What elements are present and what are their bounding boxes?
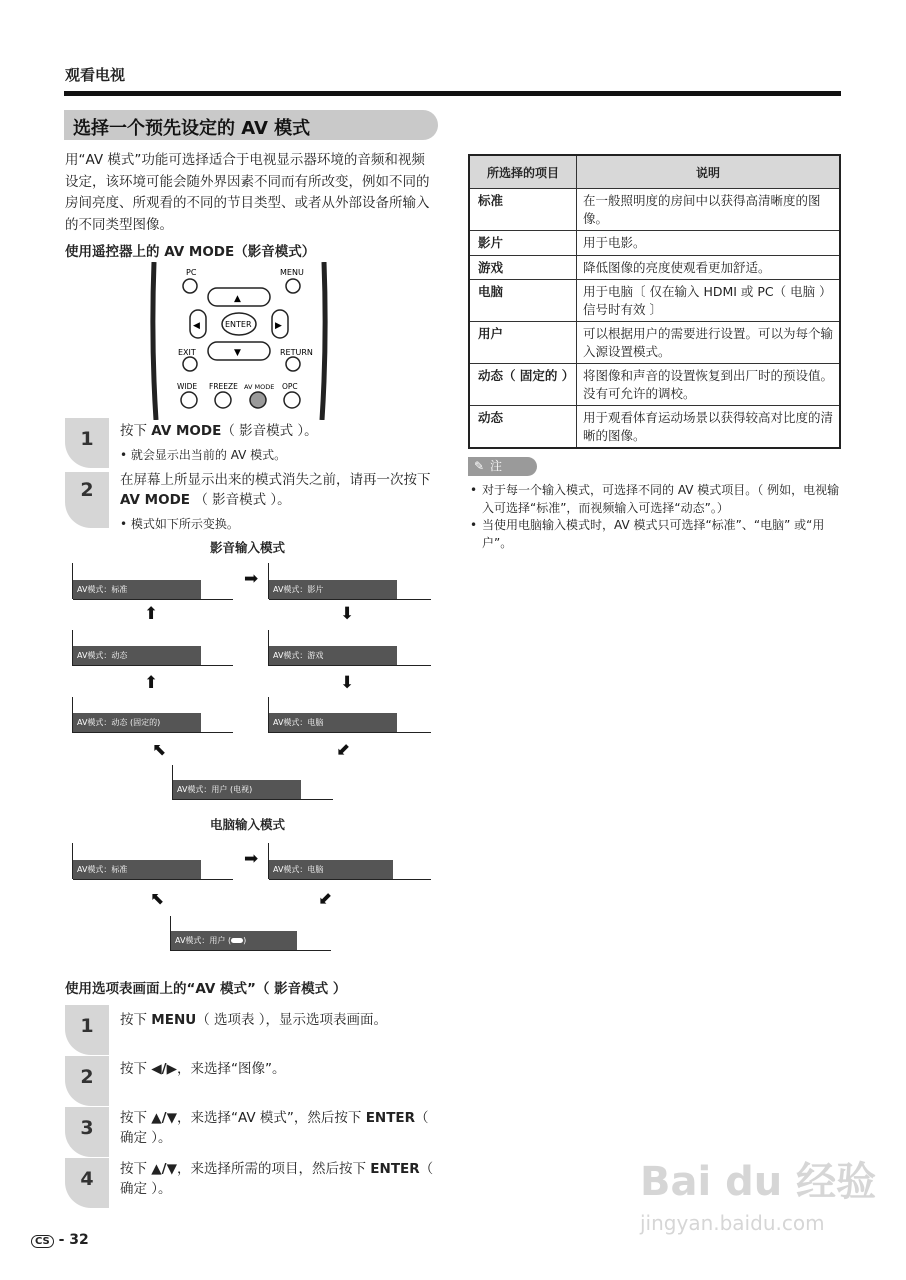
menu-step-3-text: 按下 ▲/▼，来选择“AV 模式”，然后按下 ENTER（ 确定 ）。	[120, 1110, 429, 1146]
svg-text:▲: ▲	[234, 294, 241, 304]
svg-text:RETURN: RETURN	[280, 348, 313, 357]
mode-box: AV模式：动态 (固定的)	[73, 713, 201, 732]
mode-box: AV模式：标准	[73, 860, 201, 879]
intro-paragraph: 用“AV 模式”功能可选择适合于电视显示器环境的音频和视频设定，该环境可能会随外界因素不同而有所改变，例如不同的房间亮度、所观看的不同的节目类型、或者从外部设备所输入的不同类型图像。	[65, 152, 430, 233]
step-number: 4	[80, 1168, 94, 1190]
pc-icon	[231, 938, 243, 943]
menu-step-1-text: 按下 MENU（ 选项表 ），显示选项表画面。	[120, 1012, 388, 1028]
pencil-icon: ✎	[473, 459, 485, 473]
arrow-down-left-icon: ⬋	[318, 889, 333, 909]
svg-text:▶: ▶	[275, 321, 282, 331]
step-number: 1	[80, 1015, 94, 1037]
svg-text:WIDE: WIDE	[177, 382, 198, 391]
video-diagram-title: 影音输入模式	[210, 540, 286, 555]
svg-text:FREEZE: FREEZE	[209, 382, 238, 391]
mode-box: AV模式：电脑	[269, 860, 393, 879]
table-row: 动态（ 固定的 ） 将图像和声音的设置恢复到出厂时的预设值。没有可允许的调校。	[469, 364, 840, 406]
step-number: 3	[80, 1117, 94, 1139]
step-number: 2	[80, 479, 94, 501]
language-badge: CS	[31, 1235, 54, 1248]
note-badge: ✎ 注	[468, 457, 537, 476]
table-row: 标准 在一般照明度的房间中以获得高清晰度的图像。	[469, 189, 840, 231]
note-item: • 对于每一个输入模式，可选择不同的 AV 模式项目。（ 例如，电视输入可选择“标准”，而视频输入可选择“动态”。）	[468, 482, 843, 517]
mode-box: AV模式：用户 ( )	[171, 931, 297, 950]
note-list	[468, 482, 843, 552]
svg-text:MENU: MENU	[280, 268, 304, 277]
arrow-down-left-icon: ⬋	[336, 740, 351, 760]
pc-label: PC	[186, 268, 197, 277]
arrow-up-icon: ⬆	[144, 604, 159, 624]
menu-section-title: 使用选项表画面上的“AV 模式”（ 影音模式 ）	[65, 981, 347, 997]
mode-box: AV模式：影片	[269, 580, 397, 599]
svg-text:EXIT: EXIT	[178, 348, 196, 357]
svg-text:▼: ▼	[234, 348, 241, 358]
remote-control-illustration	[148, 262, 330, 420]
arrow-up-icon: ⬆	[144, 673, 159, 693]
arrow-up-left-icon: ⬉	[150, 889, 165, 909]
step-2-text: 在屏幕上所显示出来的模式消失之前，请再一次按下 AV MODE （ 影音模式 ）。	[120, 472, 431, 508]
svg-text:AV MODE: AV MODE	[244, 383, 275, 391]
column-header-item: 所选择的项目	[469, 155, 577, 189]
baidu-watermark	[640, 1150, 876, 1235]
av-mode-button-icon	[250, 392, 266, 408]
step-number: 1	[80, 428, 94, 450]
column-header-description: 说明	[577, 155, 841, 189]
av-mode-table	[468, 154, 841, 449]
step-1-text: 按下 AV MODE（ 影音模式 ）。	[120, 423, 318, 439]
table-row: 电脑 用于电脑〔 仅在输入 HDMI 或 PC（ 电脑 ）信号时有效 〕	[469, 280, 840, 322]
table-header-row	[469, 155, 840, 189]
arrow-right-icon: ➡	[244, 849, 259, 869]
mode-box: AV模式：标准	[73, 580, 201, 599]
page-number: CS - 32	[31, 1232, 89, 1248]
svg-text:◀: ◀	[193, 321, 200, 331]
arrow-up-left-icon: ⬉	[152, 740, 167, 760]
svg-text:ENTER: ENTER	[225, 320, 252, 329]
mode-box: AV模式：用户 (电视)	[173, 780, 301, 799]
mode-box: AV模式：游戏	[269, 646, 397, 665]
mode-box: AV模式：动态	[73, 646, 201, 665]
top-rule	[64, 91, 841, 96]
table-row: 动态 用于观看体育运动场景以获得较高对比度的清晰的图像。	[469, 406, 840, 449]
menu-step-2-text: 按下 ◀/▶，来选择“图像”。	[120, 1061, 286, 1077]
remote-section-title: 使用遥控器上的 AV MODE（影音模式）	[65, 244, 316, 260]
svg-text:OPC: OPC	[282, 382, 298, 391]
arrow-down-icon: ⬇	[340, 673, 355, 693]
menu-step-4-text: 按下 ▲/▼，来选择所需的项目，然后按下 ENTER（ 确定 ）。	[120, 1161, 434, 1197]
step-number: 2	[80, 1066, 94, 1088]
watermark-url: jingyan.baidu.com	[640, 1211, 825, 1235]
watermark-brand: Bai du 经验	[640, 1159, 877, 1205]
table-row: 游戏 降低图像的亮度使观看更加舒适。	[469, 255, 840, 280]
mode-box: AV模式：电脑	[269, 713, 397, 732]
pc-diagram-title: 电脑输入模式	[210, 817, 286, 832]
arrow-right-icon: ➡	[244, 569, 259, 589]
arrow-down-icon: ⬇	[340, 604, 355, 624]
section-title: 观看电视	[65, 66, 126, 84]
page-heading: 选择一个预先设定的 AV 模式	[73, 118, 311, 139]
table-row: 影片 用于电影。	[469, 231, 840, 256]
table-row: 用户 可以根据用户的需要进行设置。可以为每个输入源设置模式。	[469, 322, 840, 364]
note-item: • 当使用电脑输入模式时，AV 模式只可选择“标准”、“电脑” 或“用户”。	[468, 517, 843, 552]
step-1-note: • 就会显示出当前的 AV 模式。	[120, 448, 287, 462]
step-2-note: • 模式如下所示变换。	[120, 517, 239, 531]
